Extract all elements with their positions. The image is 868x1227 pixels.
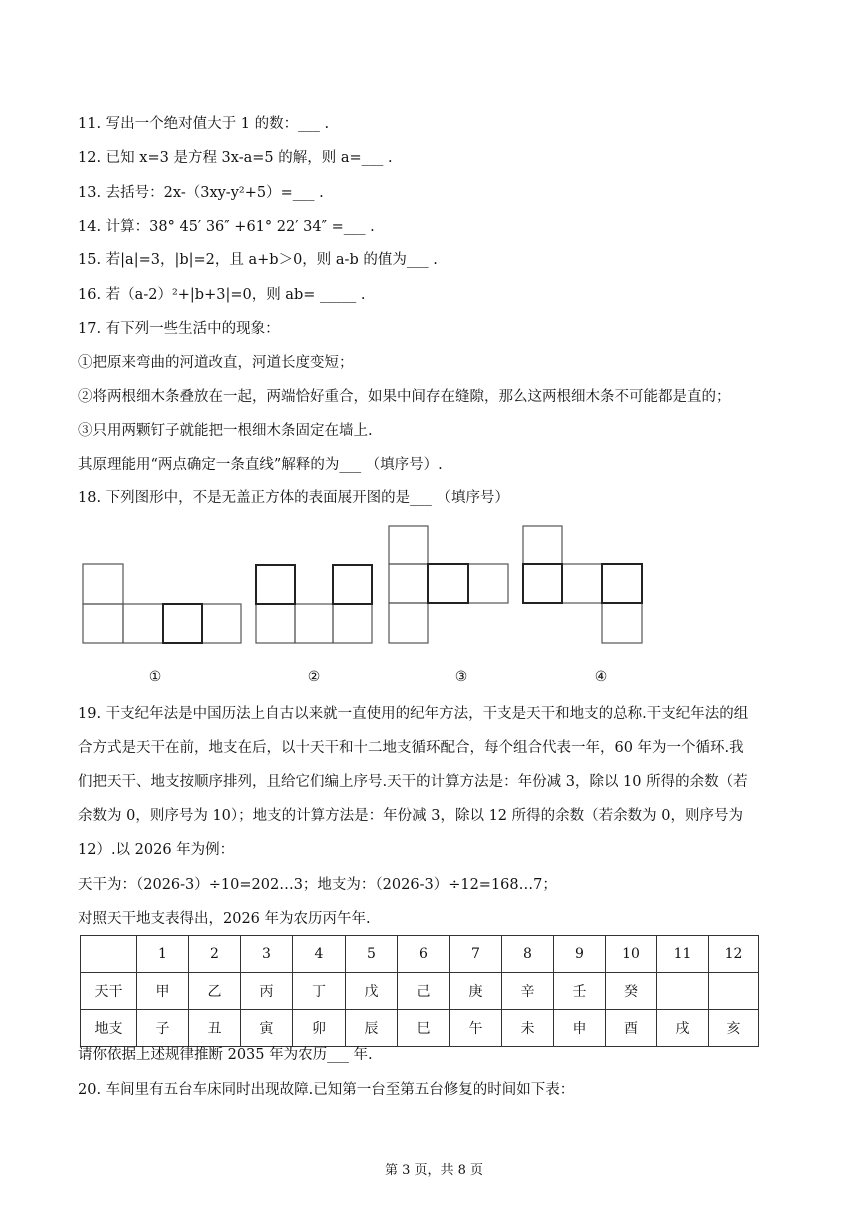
- table-cell: 午: [450, 1010, 502, 1047]
- table-cell: 10: [606, 936, 657, 973]
- net-3: [389, 526, 508, 643]
- question-11: 11. 写出一个绝对值大于 1 的数：___ .: [78, 116, 330, 132]
- page-footer: 第 3 页，共 8 页: [384, 1163, 484, 1178]
- table-cell: 9: [554, 936, 606, 973]
- table-cell: [81, 936, 137, 973]
- question-19-calc: 天干为：（2026-3）÷10=202…3；地支为：（2026-3）÷12=168…7；: [78, 877, 557, 893]
- question-17-item-2: ②将两根细木条叠放在一起，两端恰好重合，如果中间存在缝隙，那么这两根细木条不可能都是直的；: [78, 389, 731, 405]
- figure-label-1: ①: [148, 669, 162, 685]
- table-cell: 卯: [293, 1010, 346, 1047]
- table-cell: 巳: [398, 1010, 450, 1047]
- table-cell: 辛: [502, 973, 554, 1010]
- net-4: [523, 526, 642, 643]
- question-15: 15. 若|a|=3，|b|=2，且 a+b＞0，则 a-b 的值为___ .: [78, 252, 438, 268]
- table-cell: 5: [346, 936, 398, 973]
- table-cell: 丑: [189, 1010, 241, 1047]
- table-cell: [709, 973, 759, 1010]
- table-cell: 丁: [293, 973, 346, 1010]
- table-header-row: [81, 936, 759, 973]
- table-row-tiangan: [81, 973, 759, 1010]
- table-cell: 丙: [241, 973, 293, 1010]
- table-cell: 6: [398, 936, 450, 973]
- table-row-dizhi: [81, 1010, 759, 1047]
- question-17-intro: 17. 有下列一些生活中的现象：: [78, 321, 280, 337]
- question-16: 16. 若（a-2）²+|b+3|=0，则 ab= _____ .: [78, 287, 366, 303]
- table-cell: 申: [554, 1010, 606, 1047]
- table-cell: 子: [137, 1010, 189, 1047]
- question-13: 13. 去括号：2x-（3xy-y²+5）=___ .: [78, 185, 324, 201]
- question-20: 20. 车间里有五台车床同时出现故障.已知第一台至第五台修复的时间如下表：: [78, 1082, 575, 1098]
- ganzhi-table: [80, 935, 759, 1047]
- question-18: 18. 下列图形中，不是无盖正方体的表面展开图的是___ （填序号）: [78, 490, 510, 506]
- question-19-line-5: 12）.以 2026 年为例：: [78, 842, 235, 858]
- table-cell: 地支: [81, 1010, 137, 1047]
- question-12: 12. 已知 x=3 是方程 3x-a=5 的解，则 a=___ .: [78, 150, 393, 166]
- table-cell: 戊: [346, 973, 398, 1010]
- question-19-ask: 请你依据上述规律推断 2035 年为农历___ 年.: [78, 1047, 373, 1063]
- table-cell: 甲: [137, 973, 189, 1010]
- question-19-line-2: 合方式是天干在前，地支在后，以十天干和十二地支循环配合，每个组合代表一年，60 年为一个循环.我: [78, 740, 744, 756]
- figure-label-4: ④: [594, 669, 608, 685]
- question-17-ask: 其原理能用“两点确定一条直线”解释的为___ （填序号）.: [78, 457, 443, 473]
- table-cell: 7: [450, 936, 502, 973]
- table-cell: 戌: [657, 1010, 709, 1047]
- question-19-line-3: 们把天干、地支按顺序排列，且给它们编上序号.天干的计算方法是：年份减 3，除以 10 所得的余数（若: [78, 774, 748, 790]
- question-17-item-3: ③只用两颗钉子就能把一根细木条固定在墙上.: [78, 423, 373, 439]
- table-cell: 亥: [709, 1010, 759, 1047]
- cube-nets-svg: [80, 523, 650, 688]
- table-cell: 12: [709, 936, 759, 973]
- question-14: 14. 计算：38° 45′ 36″ +61° 22′ 34″ =___ .: [78, 219, 375, 235]
- table-cell: 3: [241, 936, 293, 973]
- figure-label-3: ③: [454, 669, 468, 685]
- table-cell: 酉: [606, 1010, 657, 1047]
- table-cell: 天干: [81, 973, 137, 1010]
- table-cell: 未: [502, 1010, 554, 1047]
- figure-label-2: ②: [307, 669, 321, 685]
- table-cell: 乙: [189, 973, 241, 1010]
- table-cell: [657, 973, 709, 1010]
- table-cell: 庚: [450, 973, 502, 1010]
- table-cell: 8: [502, 936, 554, 973]
- table-cell: 癸: [606, 973, 657, 1010]
- question-19-line-4: 余数为 0，则序号为 10）；地支的计算方法是：年份减 3，除以 12 所得的余数（若余数为 0，则序号为: [78, 808, 743, 824]
- question-19-line-1: 19. 干支纪年法是中国历法上自古以来就一直使用的纪年方法，干支是天干和地支的总称.干支纪年法的组: [78, 706, 749, 722]
- table-cell: 2: [189, 936, 241, 973]
- table-cell: 寅: [241, 1010, 293, 1047]
- table-cell: 己: [398, 973, 450, 1010]
- question-19-result: 对照天干地支表得出，2026 年为农历丙午年.: [78, 911, 371, 927]
- table-cell: 辰: [346, 1010, 398, 1047]
- table-cell: 11: [657, 936, 709, 973]
- question-17-item-1: ①把原来弯曲的河道改直，河道长度变短；: [78, 355, 354, 371]
- table-cell: 4: [293, 936, 346, 973]
- cube-nets-figure: [80, 523, 650, 688]
- table-cell: 壬: [554, 973, 606, 1010]
- table-cell: 1: [137, 936, 189, 973]
